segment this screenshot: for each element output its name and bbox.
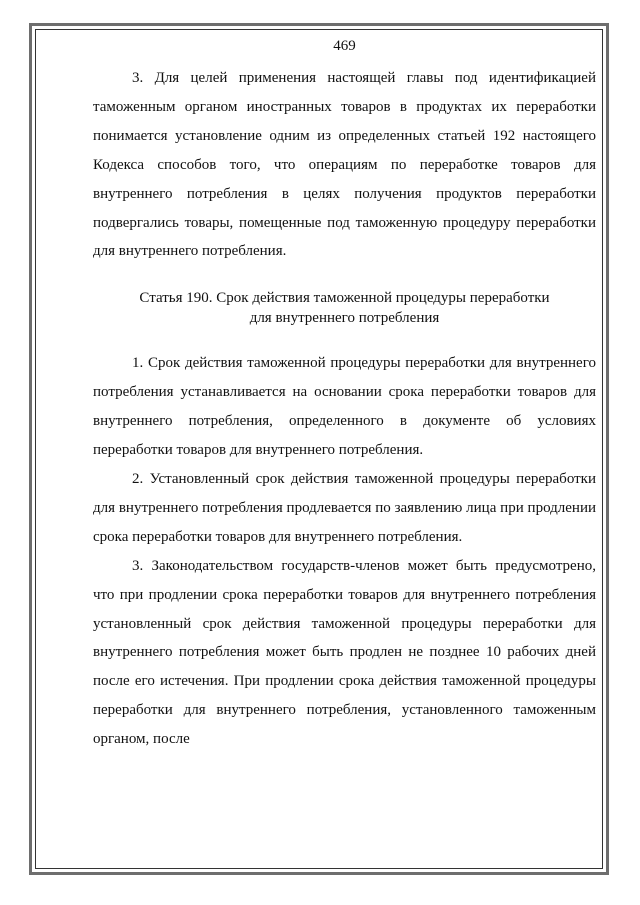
article-title-line-1: Статья 190. Срок действия таможенной процедуры переработки (139, 290, 550, 307)
page-number: 469 (333, 38, 356, 54)
article-paragraph-2: 2. Установленный срок действия таможенной процедуры переработки для внутреннего потребления продлевается по заявлению лица при продлении срока переработки товаров для внутреннего потребления. (93, 470, 596, 545)
article-paragraph-3: 3. Законодательством государств-членов может быть предусмотрено, что при продлении срока переработки товаров для внутреннего потребления установленный срок действия таможенной процедуры переработки для внутреннего потребления может быть продлен не позднее 10 рабочих дней после его истечения. При продлении срока действия таможенной процедуры переработки для внутреннего потребления, установленного таможенным органом, после (93, 557, 596, 748)
document-page (93, 36, 596, 754)
intro-paragraph: 3. Для целей применения настоящей главы под идентификацией таможенным органом иностранных товаров в продуктах их переработки понимается установление одним из определенных статьей 192 настоящего Кодекса способов того, что операциям по переработке товаров для внутреннего потребления в целях получения продуктов переработки подвергались товары, помещенные под таможенную процедуру переработки для внутреннего потребления. (93, 70, 596, 260)
article-paragraph-1: 1. Срок действия таможенной процедуры переработки для внутреннего потребления устанавливается на основании срока переработки товаров для внутреннего потребления, определенного в документе об условиях переработки товаров для внутреннего потребления. (93, 355, 596, 459)
article-title-line-2: для внутреннего потребления (249, 310, 440, 327)
article-heading (93, 288, 596, 328)
